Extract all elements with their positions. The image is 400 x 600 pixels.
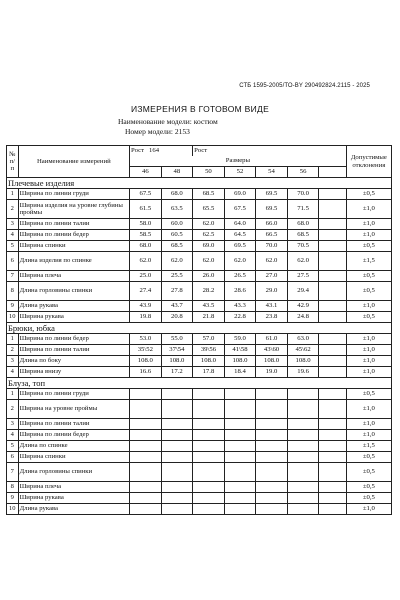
model-number: Номер модели: 2153: [125, 127, 190, 136]
measurement-value: [224, 419, 256, 430]
measurement-name: Ширина по линии груди: [18, 189, 129, 200]
measurement-value: 108.0: [224, 356, 256, 367]
row-number: 1: [7, 389, 19, 400]
row-number: 1: [7, 334, 19, 345]
empty-cell: [319, 493, 346, 504]
measurement-name: Ширина по линии талии: [18, 419, 129, 430]
measurement-value: 108.0: [161, 356, 193, 367]
tolerance-value: ±1,5: [346, 252, 391, 271]
measurement-value: 16.6: [130, 367, 162, 378]
size-header-empty: [319, 167, 346, 178]
measurement-value: 69.5: [256, 200, 288, 219]
table-row: [7, 301, 392, 312]
measurement-value: [161, 493, 193, 504]
row-number: 9: [7, 301, 19, 312]
measurement-value: [287, 463, 319, 482]
empty-cell: [319, 430, 346, 441]
measurement-value: 17.2: [161, 367, 193, 378]
measurement-name: Длина горловины спинки: [18, 282, 129, 301]
measurement-value: 62.0: [193, 219, 225, 230]
section-title: Блуза, топ: [7, 378, 392, 389]
measurement-value: 61.0: [256, 334, 288, 345]
measurement-value: [287, 452, 319, 463]
measurement-value: [224, 463, 256, 482]
measurement-value: 43.7: [161, 301, 193, 312]
measurement-value: 69.5: [224, 241, 256, 252]
tolerance-header: Допустимые отклонения: [346, 146, 391, 178]
tolerance-value: ±1,0: [346, 419, 391, 430]
tolerance-value: ±1,0: [346, 400, 391, 419]
measurement-value: 68.5: [287, 230, 319, 241]
tolerance-value: ±0,5: [346, 189, 391, 200]
measurement-value: 29.0: [256, 282, 288, 301]
tolerance-value: ±0,5: [346, 482, 391, 493]
measurement-value: 69.0: [193, 241, 225, 252]
measurement-value: 68.0: [287, 219, 319, 230]
page-title: ИЗМЕРЕНИЯ В ГОТОВОМ ВИДЕ: [130, 104, 270, 114]
empty-cell: [319, 463, 346, 482]
measurement-value: [287, 482, 319, 493]
empty-cell: [319, 312, 346, 323]
measurement-value: 71.5: [287, 200, 319, 219]
measurement-value: 28.6: [224, 282, 256, 301]
row-number: 2: [7, 400, 19, 419]
measurement-value: [287, 419, 319, 430]
measurement-value: [287, 389, 319, 400]
rost-label-2: Рост: [194, 147, 208, 155]
tolerance-value: ±0,5: [346, 463, 391, 482]
measurement-value: 25.5: [161, 271, 193, 282]
measurement-value: [256, 430, 288, 441]
measurement-value: 68.5: [161, 241, 193, 252]
measurement-value: 21.8: [193, 312, 225, 323]
row-number: 4: [7, 430, 19, 441]
measurement-name: Ширина внизу: [18, 367, 129, 378]
tolerance-value: ±0,5: [346, 389, 391, 400]
measurement-value: 26.0: [193, 271, 225, 282]
rost-cell-1: [130, 146, 193, 157]
table-row: [7, 271, 392, 282]
measurement-value: 26.5: [224, 271, 256, 282]
empty-cell: [319, 252, 346, 271]
empty-cell: [319, 367, 346, 378]
size-header: 50: [193, 167, 225, 178]
row-number: 3: [7, 219, 19, 230]
measurement-value: [256, 389, 288, 400]
empty-cell: [319, 200, 346, 219]
measurement-value: [224, 452, 256, 463]
measurement-value: [130, 504, 162, 515]
measurement-name: Ширина спинки: [18, 241, 129, 252]
measurement-value: [193, 452, 225, 463]
measurement-value: [193, 463, 225, 482]
measurement-value: 19.6: [287, 367, 319, 378]
measurement-value: [224, 430, 256, 441]
tolerance-value: ±1,0: [346, 334, 391, 345]
measurement-value: 70.5: [287, 241, 319, 252]
table-row: [7, 452, 392, 463]
measurement-value: 37\54: [161, 345, 193, 356]
table-row: [7, 252, 392, 271]
measurement-value: 58.5: [130, 230, 162, 241]
measurement-value: [161, 463, 193, 482]
measurement-value: 43.9: [130, 301, 162, 312]
measurement-value: [224, 493, 256, 504]
table-row: [7, 230, 392, 241]
measurement-value: 53.0: [130, 334, 162, 345]
empty-cell: [319, 301, 346, 312]
empty-cell: [319, 441, 346, 452]
empty-cell: [319, 345, 346, 356]
measurement-value: [224, 504, 256, 515]
measurement-value: [193, 400, 225, 419]
measurement-value: [193, 419, 225, 430]
measurement-value: 43.5: [193, 301, 225, 312]
measurement-name: Ширина плеча: [18, 271, 129, 282]
table-row: [7, 189, 392, 200]
measurement-value: 108.0: [130, 356, 162, 367]
empty-cell: [319, 189, 346, 200]
measurement-value: [224, 400, 256, 419]
measurement-value: [287, 400, 319, 419]
header-row-1: [7, 146, 392, 157]
rost-value: 164: [149, 147, 160, 155]
measurement-value: 62.0: [130, 252, 162, 271]
tolerance-value: ±0,5: [346, 282, 391, 301]
measurement-value: 63.5: [161, 200, 193, 219]
row-number: 2: [7, 200, 19, 219]
measurement-value: [130, 400, 162, 419]
measurement-value: 28.2: [193, 282, 225, 301]
table-row: [7, 504, 392, 515]
table-row: [7, 282, 392, 301]
table-row: [7, 400, 392, 419]
measurements-table: [6, 145, 392, 515]
measurement-value: 55.0: [161, 334, 193, 345]
measurement-value: [193, 493, 225, 504]
measurement-value: 65.5: [193, 200, 225, 219]
measurement-value: 19.0: [256, 367, 288, 378]
table-row: [7, 334, 392, 345]
measurement-value: 68.5: [193, 189, 225, 200]
tolerance-value: ±1,0: [346, 219, 391, 230]
size-header: 52: [224, 167, 256, 178]
section-title: Плечевые изделия: [7, 178, 392, 189]
measurement-value: [256, 504, 288, 515]
measurement-value: [256, 452, 288, 463]
table-row: [7, 493, 392, 504]
measurement-value: 42.9: [287, 301, 319, 312]
measurement-value: [287, 504, 319, 515]
measurement-value: [193, 389, 225, 400]
measurement-value: 108.0: [287, 356, 319, 367]
measurement-value: 68.0: [161, 189, 193, 200]
row-number: 8: [7, 482, 19, 493]
measurement-name: Длина рукава: [18, 301, 129, 312]
measurement-name: Ширина на уровне проймы: [18, 400, 129, 419]
measurement-value: 62.0: [224, 252, 256, 271]
measurement-value: 66.5: [256, 230, 288, 241]
size-header: 46: [130, 167, 162, 178]
measurement-value: 61.5: [130, 200, 162, 219]
measurement-value: 35\52: [130, 345, 162, 356]
size-header: 54: [256, 167, 288, 178]
measurement-value: [256, 441, 288, 452]
measurement-value: 41\58: [224, 345, 256, 356]
measurement-value: [130, 430, 162, 441]
measurement-value: [193, 441, 225, 452]
measurement-value: 67.5: [224, 200, 256, 219]
tolerance-value: ±1,0: [346, 301, 391, 312]
measurement-value: 62.5: [193, 230, 225, 241]
measurement-value: [161, 452, 193, 463]
measurement-value: [287, 441, 319, 452]
measurement-value: 43.3: [224, 301, 256, 312]
measurement-value: [287, 430, 319, 441]
row-number: 1: [7, 189, 19, 200]
empty-cell: [319, 334, 346, 345]
measurement-value: 27.8: [161, 282, 193, 301]
measurement-value: 62.0: [287, 252, 319, 271]
measurement-value: 70.0: [287, 189, 319, 200]
measurement-name: Длина рукава: [18, 504, 129, 515]
tolerance-value: ±1,0: [346, 230, 391, 241]
measurement-value: [130, 419, 162, 430]
row-number: 2: [7, 345, 19, 356]
measurement-value: [130, 441, 162, 452]
measurement-name: Ширина по линии груди: [18, 389, 129, 400]
measurement-value: 22.8: [224, 312, 256, 323]
measurement-name: Длина по боку: [18, 356, 129, 367]
empty-cell: [319, 400, 346, 419]
measurement-value: [130, 463, 162, 482]
tolerance-value: ±1,0: [346, 345, 391, 356]
tolerance-value: ±0,5: [346, 312, 391, 323]
row-number: 7: [7, 463, 19, 482]
measurement-value: 60.0: [161, 219, 193, 230]
measurement-value: 25.0: [130, 271, 162, 282]
table-row: [7, 356, 392, 367]
measurement-value: [130, 482, 162, 493]
measurement-value: [224, 441, 256, 452]
empty-cell: [319, 452, 346, 463]
measurement-name: Ширина плеча: [18, 482, 129, 493]
row-number: 5: [7, 441, 19, 452]
empty-cell: [319, 271, 346, 282]
measurement-value: [161, 482, 193, 493]
table-row: [7, 463, 392, 482]
measurement-name: Ширина по линии бедер: [18, 230, 129, 241]
empty-cell: [319, 230, 346, 241]
col-name-header: Наименование измерений: [18, 146, 129, 178]
empty-cell: [319, 504, 346, 515]
row-number: 6: [7, 252, 19, 271]
col-number-header: № п/ п: [7, 146, 19, 178]
measurement-value: [224, 482, 256, 493]
measurement-value: 62.0: [256, 252, 288, 271]
measurement-value: [193, 504, 225, 515]
measurement-value: [256, 419, 288, 430]
empty-cell: [319, 482, 346, 493]
table-row: [7, 345, 392, 356]
measurement-name: Ширина по линии талии: [18, 345, 129, 356]
section-row: [7, 178, 392, 189]
sizes-label: Размеры: [130, 156, 347, 167]
row-number: 8: [7, 282, 19, 301]
tolerance-value: ±0,5: [346, 493, 391, 504]
measurement-value: [256, 482, 288, 493]
measurement-value: [256, 493, 288, 504]
measurement-value: 108.0: [193, 356, 225, 367]
row-number: 9: [7, 493, 19, 504]
measurement-value: [161, 419, 193, 430]
row-number: 6: [7, 452, 19, 463]
measurement-value: 62.0: [161, 252, 193, 271]
measurement-name: Длина горловины спинки: [18, 463, 129, 482]
table-row: [7, 367, 392, 378]
measurement-value: 68.0: [130, 241, 162, 252]
measurement-value: [193, 482, 225, 493]
measurement-value: [130, 389, 162, 400]
empty-cell: [319, 282, 346, 301]
measurement-value: 57.0: [193, 334, 225, 345]
measurement-value: 63.0: [287, 334, 319, 345]
measurement-value: 64.5: [224, 230, 256, 241]
row-number: 10: [7, 312, 19, 323]
measurement-value: 45\62: [287, 345, 319, 356]
standard-reference: СТБ 1595-2005/ТО-BY 290492824.2115 - 2025: [239, 83, 370, 89]
size-header: 56: [287, 167, 319, 178]
section-row: [7, 378, 392, 389]
table-row: [7, 241, 392, 252]
rost-cell-2: [193, 146, 347, 157]
measurement-name: Ширина по линии бедер: [18, 430, 129, 441]
tolerance-value: ±0,5: [346, 271, 391, 282]
table-row: [7, 419, 392, 430]
tolerance-value: ±1,0: [346, 367, 391, 378]
tolerance-value: ±1,5: [346, 441, 391, 452]
row-number: 3: [7, 419, 19, 430]
measurement-value: [287, 493, 319, 504]
measurement-value: 59.0: [224, 334, 256, 345]
measurement-value: 69.5: [256, 189, 288, 200]
measurement-value: [161, 441, 193, 452]
measurement-value: [161, 430, 193, 441]
tolerance-value: ±1,0: [346, 200, 391, 219]
measurement-value: [161, 504, 193, 515]
row-number: 3: [7, 356, 19, 367]
measurement-name: Длина изделия по спинке: [18, 252, 129, 271]
model-name: Наименование модели: костюм: [118, 117, 218, 126]
measurement-value: 70.0: [256, 241, 288, 252]
measurement-value: 29.4: [287, 282, 319, 301]
table-row: [7, 312, 392, 323]
measurement-value: 58.0: [130, 219, 162, 230]
measurement-value: 43\60: [256, 345, 288, 356]
measurement-value: 39\56: [193, 345, 225, 356]
measurement-name: Ширина по линии бедер: [18, 334, 129, 345]
measurement-value: 43.1: [256, 301, 288, 312]
tolerance-value: ±0,5: [346, 241, 391, 252]
measurement-value: 27.0: [256, 271, 288, 282]
measurement-value: 24.8: [287, 312, 319, 323]
measurement-value: [193, 430, 225, 441]
table-row: [7, 482, 392, 493]
section-row: [7, 323, 392, 334]
measurement-value: 69.0: [224, 189, 256, 200]
empty-cell: [319, 356, 346, 367]
measurement-value: [256, 400, 288, 419]
table-row: [7, 441, 392, 452]
measurement-name: Ширина изделия на уровне глубины проймы: [18, 200, 129, 219]
measurement-value: 23.8: [256, 312, 288, 323]
measurement-value: [224, 389, 256, 400]
measurement-value: [161, 389, 193, 400]
measurement-value: 108.0: [256, 356, 288, 367]
table-row: [7, 219, 392, 230]
tolerance-value: ±0,5: [346, 452, 391, 463]
empty-cell: [319, 219, 346, 230]
measurement-value: [256, 463, 288, 482]
measurement-value: 67.5: [130, 189, 162, 200]
measurement-value: 27.4: [130, 282, 162, 301]
section-title: Брюки, юбка: [7, 323, 392, 334]
measurement-value: 19.8: [130, 312, 162, 323]
measurement-value: 62.0: [193, 252, 225, 271]
measurement-value: [130, 493, 162, 504]
measurement-name: Ширина по линии талии: [18, 219, 129, 230]
tolerance-value: ±1,0: [346, 356, 391, 367]
size-header: 48: [161, 167, 193, 178]
measurement-value: 66.0: [256, 219, 288, 230]
measurement-value: 20.8: [161, 312, 193, 323]
measurement-name: Длина по спинке: [18, 441, 129, 452]
measurement-value: 17.8: [193, 367, 225, 378]
measurement-name: Ширина рукава: [18, 493, 129, 504]
rost-label: Рост: [131, 147, 145, 155]
table-row: [7, 430, 392, 441]
empty-cell: [319, 241, 346, 252]
measurement-value: 27.5: [287, 271, 319, 282]
measurement-name: Ширина рукава: [18, 312, 129, 323]
measurement-value: 18.4: [224, 367, 256, 378]
tolerance-value: ±1,0: [346, 504, 391, 515]
measurement-value: 64.0: [224, 219, 256, 230]
row-number: 4: [7, 230, 19, 241]
row-number: 10: [7, 504, 19, 515]
table-row: [7, 389, 392, 400]
table-row: [7, 200, 392, 219]
row-number: 5: [7, 241, 19, 252]
row-number: 7: [7, 271, 19, 282]
empty-cell: [319, 389, 346, 400]
measurement-value: [130, 452, 162, 463]
measurement-value: [161, 400, 193, 419]
measurement-value: 60.5: [161, 230, 193, 241]
measurement-name: Ширина спинки: [18, 452, 129, 463]
empty-cell: [319, 419, 346, 430]
row-number: 4: [7, 367, 19, 378]
tolerance-value: ±1,0: [346, 430, 391, 441]
